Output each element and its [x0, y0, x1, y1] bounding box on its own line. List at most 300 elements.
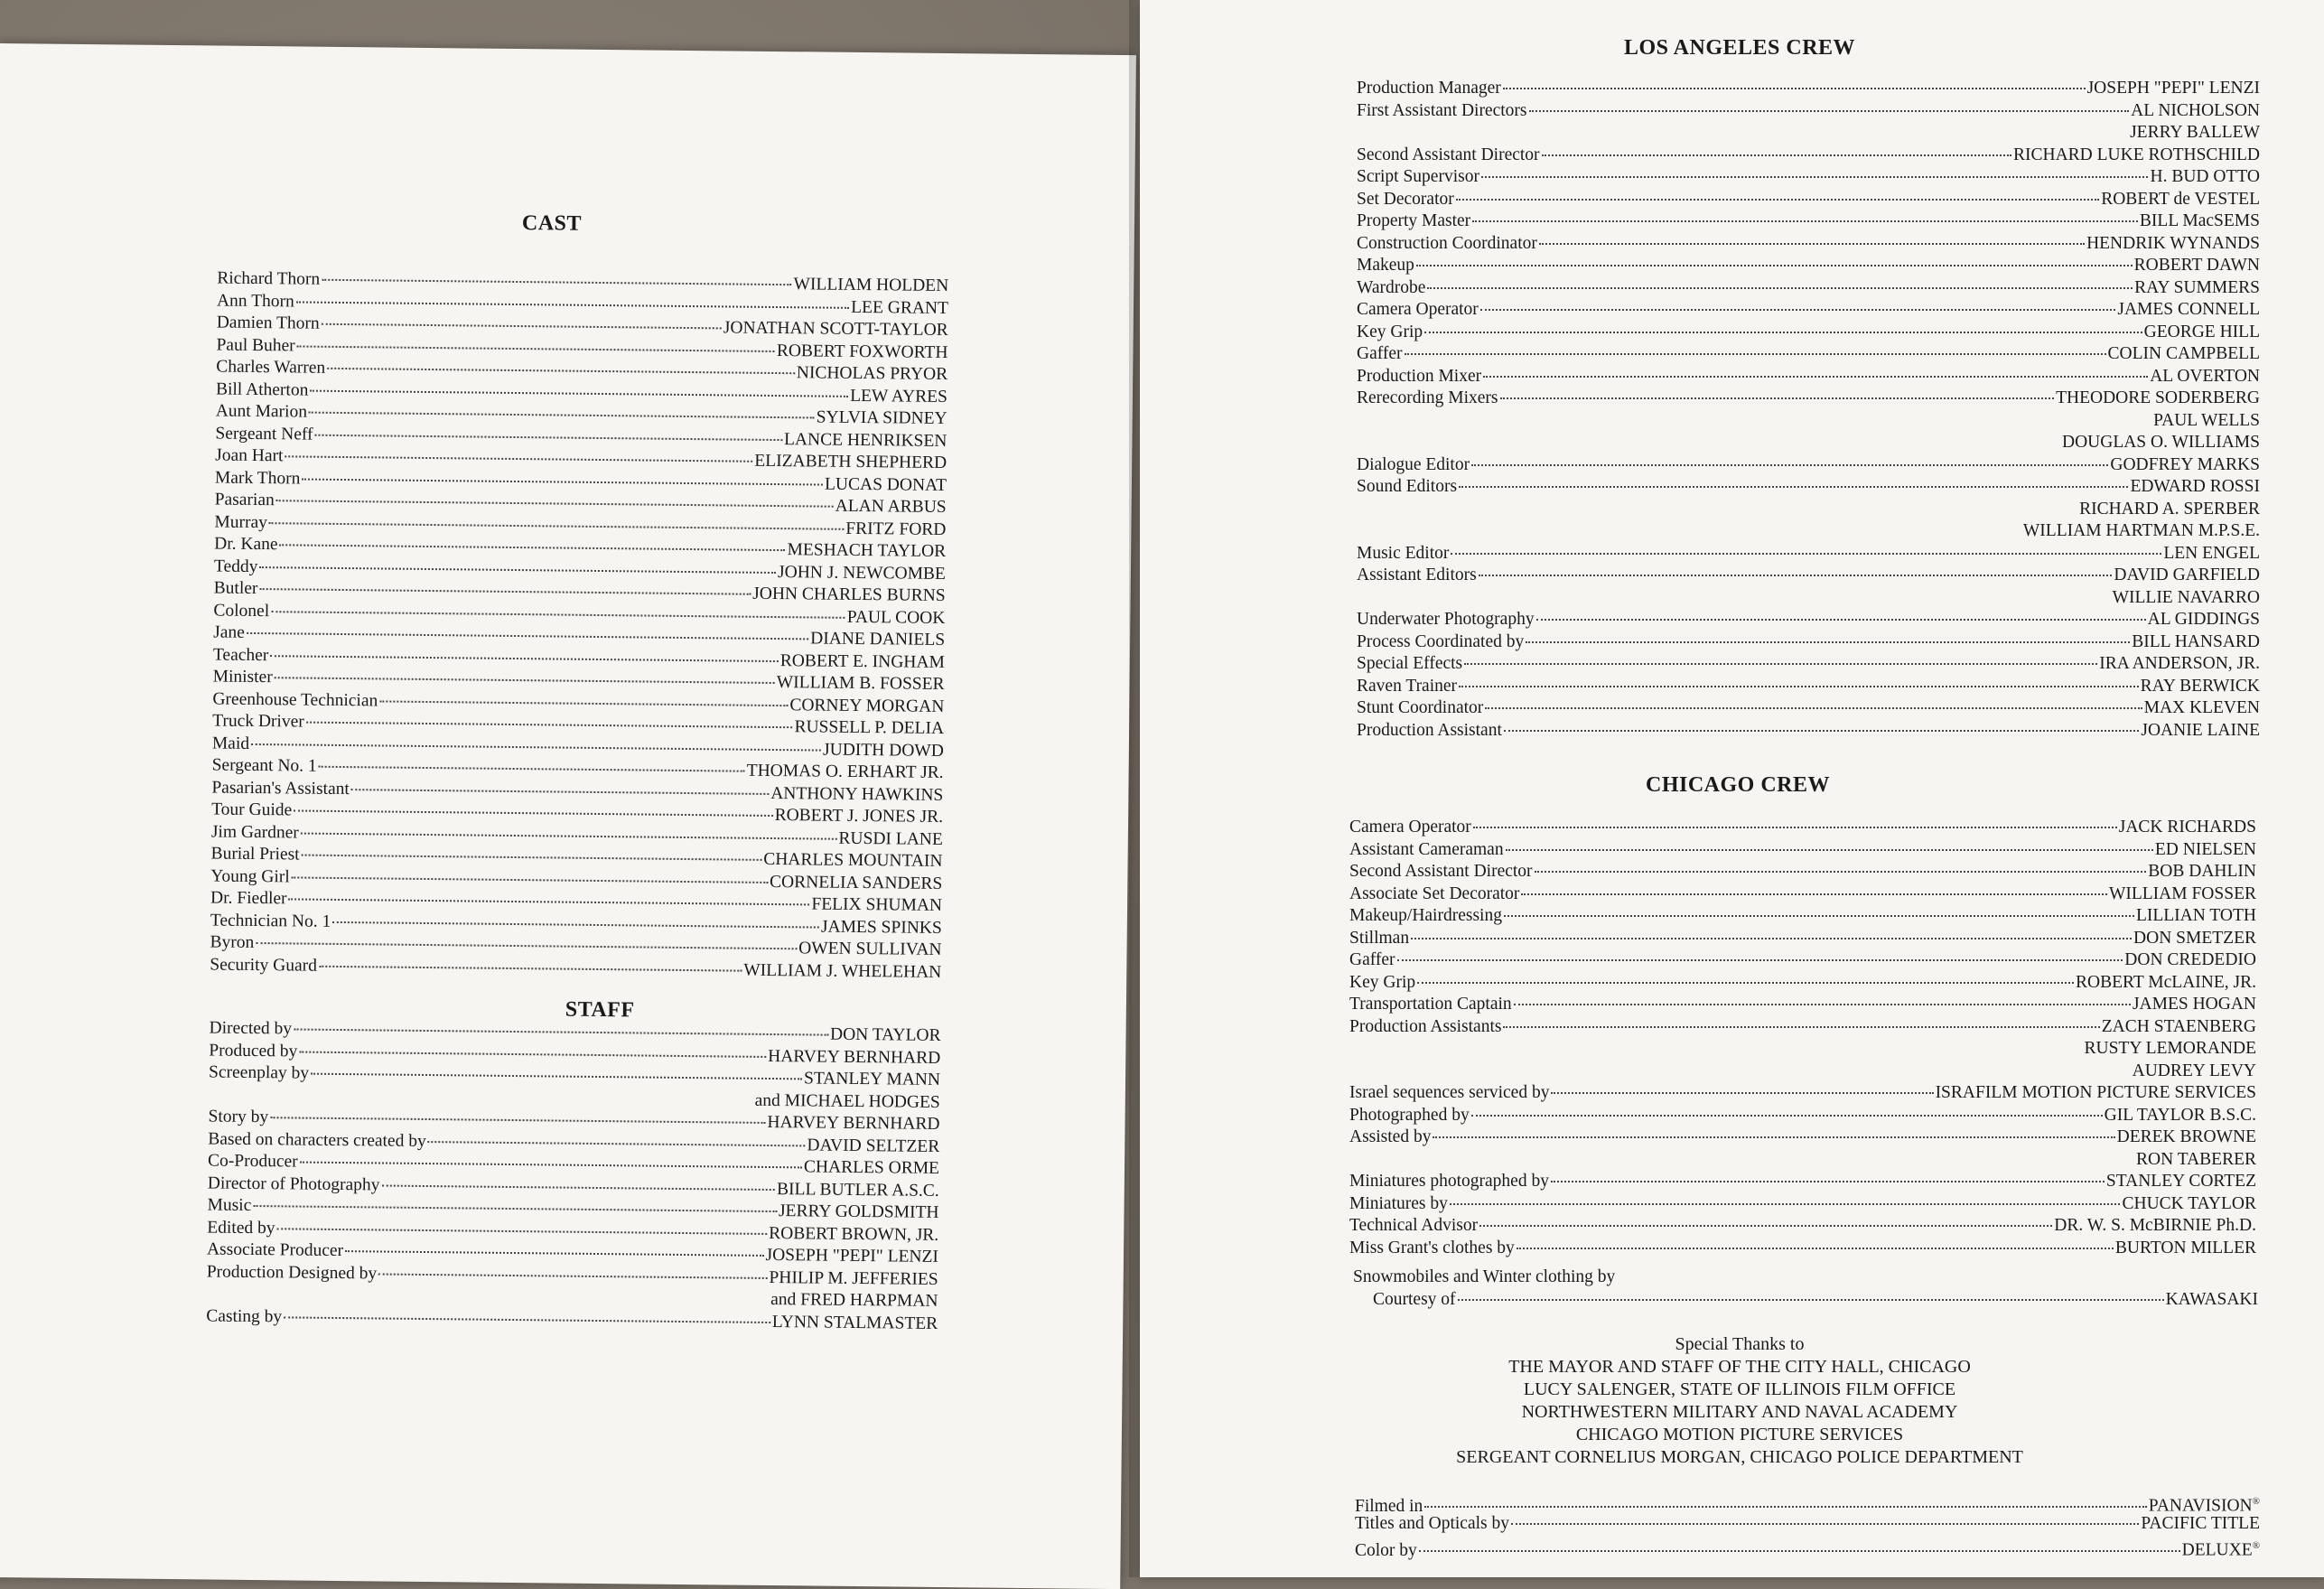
credit-name	[830, 1024, 941, 1048]
credit-role: Filmed in	[1355, 1496, 1423, 1519]
credit-role: Key Grip	[1357, 322, 1423, 344]
dot-leader	[1506, 837, 2153, 851]
credit-name-text: RUSSELL P. DELIA	[794, 717, 944, 738]
credit-name-text: CHUCK TAYLOR	[2122, 1194, 2256, 1213]
la-crew-list	[1357, 78, 2260, 742]
credit-continuation: PAUL WELLS	[1357, 410, 2260, 433]
credit-role: Set Decorator	[1357, 189, 1454, 211]
dot-leader	[1450, 1191, 2121, 1205]
credit-name-text: CORNEY MORGAN	[789, 696, 944, 716]
credit-role: Casting by	[206, 1305, 282, 1328]
credit-role: Maid	[212, 733, 249, 755]
dot-leader	[1464, 650, 2097, 665]
credit-name-text: DEREK BROWNE	[2117, 1127, 2256, 1146]
credit-name	[2141, 720, 2260, 743]
dot-leader	[1504, 902, 2134, 917]
credit-name-text: GODFREY MARKS	[2110, 455, 2260, 474]
closing-credits	[1355, 1491, 2260, 1557]
dot-leader	[322, 311, 722, 330]
credit-name	[798, 938, 942, 961]
credit-name	[789, 695, 944, 718]
credit-role: Camera Operator	[1357, 299, 1479, 322]
credit-name	[2155, 839, 2256, 862]
credit-role: Assisted by	[1349, 1126, 1431, 1149]
credit-name-text: WILLIAM HOLDEN	[793, 275, 948, 295]
credit-name-text: LANCE HENRIKSEN	[784, 430, 947, 451]
credit-name	[807, 1135, 939, 1158]
credit-name-text: GIL TAYLOR B.S.C.	[2105, 1106, 2256, 1125]
credit-name	[850, 385, 947, 408]
credit-role: Sound Editors	[1357, 476, 1457, 499]
credit-name	[765, 1245, 938, 1269]
credit-role: Technician No. 1	[210, 910, 331, 933]
credit-name-text: H. BUD OTTO	[2150, 167, 2260, 186]
credit-name-text: HENDRIK WYNANDS	[2086, 234, 2260, 253]
credit-role: Security Guard	[210, 954, 317, 977]
credit-name-text: CHARLES ORME	[804, 1157, 939, 1178]
credit-role: Special Effects	[1357, 653, 1462, 676]
credit-name-text: IRA ANDERSON, JR.	[2099, 654, 2260, 673]
credit-name	[2132, 631, 2260, 654]
credit-role: Tour Guide	[211, 799, 292, 821]
credit-role: Pasarian	[215, 490, 275, 512]
credit-name-text: DAVID GARFIELD	[2114, 565, 2260, 584]
credit-name	[2056, 388, 2260, 410]
dot-leader	[379, 687, 788, 706]
credit-role: Jim Gardner	[211, 821, 299, 845]
credit-name-text: AL GIDDINGS	[2148, 610, 2260, 629]
credit-name	[772, 1312, 938, 1335]
credit-name-text: HARVEY BERNHARD	[767, 1113, 939, 1134]
credit-name-text: JACK RICHARDS	[2119, 818, 2256, 837]
credit-name	[2141, 676, 2260, 698]
credit-name-text: LEW AYRES	[850, 386, 947, 406]
credit-name-text: COLIN CAMPBELL	[2108, 344, 2260, 363]
credit-role: Color by	[1355, 1540, 1417, 1563]
dot-leader	[1503, 75, 2086, 89]
cast-list	[210, 268, 948, 984]
dot-leader	[1551, 1168, 2105, 1182]
dot-leader	[1551, 1080, 1933, 1094]
credit-name-text: LEN ENGEL	[2163, 544, 2260, 563]
credit-role: Teddy	[214, 556, 258, 578]
dot-leader	[378, 1260, 767, 1279]
credit-name-text: MESHACH TAYLOR	[787, 540, 946, 561]
credit-name-text: JOHN J. NEWCOMBE	[778, 563, 946, 584]
credit-name-text: ROBERT E. INGHAM	[780, 651, 945, 672]
credit-name	[825, 473, 947, 497]
credit-name	[2150, 166, 2260, 189]
credit-row	[1349, 1238, 2256, 1260]
credit-name	[2134, 255, 2260, 277]
dot-leader	[1471, 452, 2108, 466]
dot-leader	[1529, 98, 2130, 112]
credit-name-text: JAMES SPINKS	[821, 917, 942, 937]
dot-leader	[1521, 881, 2107, 895]
credit-role: Rerecording Mixers	[1357, 388, 1498, 410]
credit-role: Ann Thorn	[217, 290, 294, 313]
credit-name	[810, 628, 945, 651]
credit-name-text: JAMES CONNELL	[2117, 300, 2260, 319]
courtesy-name: KAWASAKI	[2166, 1289, 2258, 1312]
credit-name-text: AL OVERTON	[2150, 367, 2260, 386]
dot-leader	[1479, 562, 2113, 576]
credit-row	[1349, 1126, 2256, 1149]
dot-leader	[1416, 252, 2133, 266]
credit-continuation: and MICHAEL HODGES	[209, 1084, 940, 1114]
credit-name	[2131, 100, 2260, 123]
credit-name-text: FRITZ FORD	[845, 519, 946, 538]
credit-role: Aunt Marion	[216, 401, 308, 425]
credit-role: Screenplay by	[209, 1061, 309, 1085]
credit-name	[2136, 905, 2256, 928]
credit-name-text: PACIFIC TITLE	[2141, 1514, 2260, 1533]
dot-leader	[1504, 717, 2140, 732]
dot-leader	[1535, 858, 2147, 873]
credit-name-text: DON CREDEDIO	[2124, 950, 2256, 969]
dot-leader	[1473, 814, 2117, 828]
credit-name	[763, 849, 943, 874]
dot-leader	[322, 266, 792, 285]
credit-name	[2163, 543, 2260, 565]
staff-list	[206, 1017, 941, 1334]
credit-row	[1357, 100, 2260, 123]
credit-name	[821, 916, 942, 939]
credit-name-text: ROBERT McLAINE, JR.	[2076, 973, 2256, 992]
credit-name	[851, 296, 948, 320]
dot-leader	[1526, 629, 2130, 643]
credit-name-text: ISRAFILM MOTION PICTURE SERVICES	[1936, 1083, 2256, 1102]
credit-name-text: BILL HANSARD	[2132, 632, 2260, 651]
credit-row	[1357, 720, 2260, 743]
chicago-crew-heading: CHICAGO CREW	[1646, 773, 1830, 798]
registered-mark: ®	[2253, 1540, 2260, 1551]
dot-leader	[1471, 1102, 2103, 1117]
credit-name	[769, 1222, 938, 1246]
credit-role: Production Mixer	[1357, 366, 1481, 388]
credit-role: Second Assistant Director	[1349, 861, 1533, 883]
credit-role: Director of Photography	[208, 1173, 380, 1196]
credit-role: Second Assistant Director	[1357, 145, 1540, 167]
credit-role: Israel sequences serviced by	[1349, 1082, 1549, 1105]
credit-role: Stillman	[1349, 928, 1409, 950]
credit-name-text: BOB DAHLIN	[2148, 862, 2256, 881]
credit-name-text: RAY SUMMERS	[2134, 278, 2260, 297]
credit-name-text: PHILIP M. JEFFERIES	[769, 1267, 938, 1288]
credit-name-text: ALAN ARBUS	[835, 497, 947, 517]
credit-role: Construction Coordinator	[1357, 233, 1537, 256]
credit-role: Production Designed by	[207, 1261, 378, 1285]
credit-name-text: GEORGE HILL	[2144, 322, 2260, 341]
credit-name	[747, 761, 944, 785]
credit-name	[2133, 994, 2256, 1016]
dot-leader	[1411, 925, 2132, 939]
dot-leader	[1479, 1212, 2052, 1227]
credit-name-text: EDWARD ROSSI	[2130, 477, 2260, 496]
credit-name	[769, 1267, 938, 1290]
credit-role: Jane	[213, 622, 245, 645]
dot-leader	[1514, 991, 2131, 1005]
thanks-line: LUCY SALENGER, STATE OF ILLINOIS FILM OFFICE	[1456, 1379, 2023, 1401]
credit-role: Colonel	[213, 600, 269, 622]
credit-role: Directed by	[209, 1017, 292, 1040]
credit-name-text: DR. W. S. McBIRNIE Ph.D.	[2054, 1216, 2256, 1235]
credit-name	[2144, 322, 2260, 344]
credit-role: Production Assistants	[1349, 1016, 1501, 1039]
dot-leader	[1458, 1286, 2164, 1301]
credit-name	[2115, 1238, 2256, 1260]
credit-role: Miniatures by	[1349, 1193, 1448, 1216]
dot-leader	[1427, 275, 2133, 289]
dot-leader	[1472, 208, 2138, 222]
right-page	[1140, 0, 2324, 1577]
credit-name	[2117, 1126, 2256, 1149]
credit-name-text: LILLIAN TOTH	[2136, 906, 2256, 925]
credit-role: Teacher	[213, 644, 269, 667]
credit-name	[817, 407, 947, 430]
credit-role: Photographed by	[1349, 1105, 1470, 1127]
credit-name-text: WILLIAM FOSSER	[2109, 884, 2256, 903]
credit-name-text: RICHARD LUKE ROTHSCHILD	[2013, 145, 2260, 164]
dot-leader	[1511, 1510, 2139, 1525]
credit-role: Dialogue Editor	[1357, 454, 1470, 477]
credit-name	[2110, 454, 2260, 477]
credit-name	[2148, 861, 2256, 883]
credit-role: Burial Priest	[210, 843, 299, 866]
credit-role: Transportation Captain	[1349, 994, 1512, 1016]
credit-continuation: RON TABERER	[1349, 1149, 2256, 1172]
dot-leader	[294, 1015, 828, 1035]
dot-leader	[428, 1128, 806, 1146]
credit-role: Damien Thorn	[217, 313, 320, 336]
credit-role: Dr. Kane	[214, 534, 278, 556]
credit-name-text: DAVID SELTZER	[807, 1136, 939, 1156]
credit-name	[2134, 277, 2260, 300]
credit-role: Butler	[214, 578, 258, 601]
credit-role: Camera Operator	[1349, 817, 1471, 839]
credit-name	[2124, 949, 2256, 972]
credit-role: Minister	[213, 667, 273, 689]
dot-leader	[1536, 606, 2146, 621]
credit-name	[778, 562, 946, 585]
credit-name-text: LEE GRANT	[851, 297, 948, 317]
credit-name-text: JUDITH DOWD	[823, 740, 944, 760]
credit-role: Story by	[208, 1106, 268, 1128]
credit-name-text: JOSEPH "PEPI" LENZI	[765, 1246, 938, 1267]
credit-role: Titles and Opticals by	[1355, 1513, 1509, 1536]
credit-continuation: AUDREY LEVY	[1349, 1061, 2256, 1083]
credit-name-text: ROBERT FOXWORTH	[777, 341, 948, 362]
courtesy-row	[1353, 1289, 2258, 1312]
credit-name-text: BURTON MILLER	[2115, 1238, 2256, 1257]
credit-name-text: DIANE DANIELS	[810, 629, 945, 650]
credit-role: Assistant Editors	[1357, 565, 1477, 587]
credit-role: Underwater Photography	[1357, 609, 1535, 631]
credit-name-text: STANLEY CORTEZ	[2106, 1172, 2256, 1191]
credit-name	[823, 739, 944, 762]
credit-role: Makeup	[1357, 255, 1414, 277]
credit-name-text: ROBERT DAWN	[2134, 256, 2260, 275]
dot-leader	[1483, 363, 2148, 378]
dot-leader	[1459, 473, 2128, 488]
credit-name	[811, 893, 942, 917]
credit-name-text: BILL BUTLER A.S.C.	[777, 1180, 939, 1201]
credit-continuation: WILLIAM HARTMAN M.P.S.E.	[1357, 520, 2260, 543]
credit-name-text: AL NICHOLSON	[2131, 101, 2260, 120]
registered-mark: ®	[2253, 1496, 2260, 1507]
credit-role: Miss Grant's clothes by	[1349, 1238, 1515, 1260]
credit-role: Sergeant No. 1	[212, 755, 317, 779]
credit-continuation: JERRY BALLEW	[1357, 122, 2260, 145]
credit-name	[777, 341, 948, 364]
credit-name-text: ED NIELSEN	[2155, 840, 2256, 859]
credit-continuation: RICHARD A. SPERBER	[1357, 499, 2260, 521]
special-thanks-heading: Special Thanks to	[1456, 1333, 2023, 1356]
credit-name-text: SYLVIA SIDNEY	[817, 407, 947, 428]
special-thanks	[1456, 1333, 2023, 1469]
dot-leader	[1456, 186, 2099, 201]
credit-name-text: CHARLES MOUNTAIN	[763, 850, 943, 871]
credit-role: Property Master	[1357, 210, 1470, 233]
credit-name	[2114, 565, 2260, 587]
credit-continuation: DOUGLAS O. WILLIAMS	[1357, 432, 2260, 454]
credit-role: Associate Producer	[207, 1238, 343, 1262]
dot-leader	[1517, 1235, 2114, 1249]
credit-continuation: WILLIE NAVARRO	[1357, 587, 2260, 610]
credit-name-text: ELIZABETH SHEPHERD	[754, 452, 947, 472]
credit-row	[1355, 1513, 2260, 1536]
credit-name-text: JOANIE LAINE	[2141, 721, 2260, 740]
credit-name	[2105, 1105, 2256, 1127]
dot-leader	[1424, 1493, 2146, 1508]
credit-name	[2130, 476, 2260, 499]
credit-name-text: JOSEPH "PEPI" LENZI	[2087, 79, 2260, 98]
credit-name-text: DON SMETZER	[2133, 929, 2256, 948]
credit-name	[2140, 210, 2260, 233]
credit-role: Edited by	[207, 1217, 275, 1239]
credit-name-text: ZACH STAENBERG	[2102, 1017, 2256, 1036]
thanks-line: NORTHWESTERN MILITARY AND NAVAL ACADEMY	[1456, 1401, 2023, 1424]
dot-leader	[1397, 947, 2123, 961]
credit-name-text: OWEN SULLIVAN	[798, 939, 942, 959]
dot-leader	[1459, 673, 2139, 687]
credit-role: Paul Buher	[216, 334, 294, 357]
credit-role: Script Supervisor	[1357, 166, 1479, 189]
credit-role: Pasarian's Assistant	[211, 777, 350, 800]
credit-row	[1357, 388, 2260, 410]
credit-name-text: RAY BERWICK	[2141, 677, 2260, 696]
credit-name-text: PAUL COOK	[847, 607, 946, 627]
dot-leader	[1500, 385, 2055, 399]
credit-name-text: STANLEY MANN	[804, 1069, 940, 1089]
dot-leader	[1405, 341, 2106, 355]
credit-role: Co-Producer	[208, 1150, 298, 1173]
left-page	[0, 43, 1136, 1589]
dot-leader	[1433, 1124, 2114, 1138]
credit-name-text: THOMAS O. ERHART JR.	[747, 762, 944, 782]
dot-leader	[381, 1172, 775, 1191]
credit-name	[777, 1179, 939, 1202]
dot-leader	[1503, 1014, 2099, 1028]
credit-name	[2144, 697, 2260, 720]
credit-name-text: JAMES HOGAN	[2133, 995, 2256, 1014]
credit-role: Stunt Coordinator	[1357, 697, 1483, 720]
credit-name	[780, 650, 945, 674]
credit-name-text: WILLIAM J. WHELEHAN	[743, 960, 941, 981]
credit-name	[770, 782, 943, 806]
credit-role: Dr. Fiedler	[210, 887, 287, 910]
credit-name-text: CORNELIA SANDERS	[770, 872, 942, 893]
credit-name-text: NICHOLAS PRYOR	[797, 363, 948, 384]
credit-role: Makeup/Hairdressing	[1349, 905, 1502, 928]
credit-role: Music	[207, 1194, 251, 1217]
credit-name-text: FELIX SHUMAN	[811, 894, 942, 915]
credit-role: Murray	[214, 511, 267, 534]
dot-leader	[1485, 695, 2142, 709]
credit-name-text: JONATHAN SCOTT-TAYLOR	[723, 318, 948, 340]
credit-name-text: DELUXE	[2182, 1541, 2253, 1560]
credit-role: Raven Trainer	[1357, 676, 1457, 698]
credit-role: Wardrobe	[1357, 277, 1425, 300]
credit-name-text: JERRY GOLDSMITH	[779, 1201, 939, 1222]
chicago-crew-list	[1349, 817, 2256, 1259]
credit-role: Young Girl	[210, 865, 290, 888]
credit-name	[847, 606, 946, 630]
credit-role: Process Coordinated by	[1357, 631, 1524, 654]
credit-row	[1357, 476, 2260, 499]
dot-leader	[351, 776, 770, 795]
credit-name	[2182, 1535, 2260, 1562]
credit-name-text: RUSDI LANE	[838, 828, 943, 848]
thanks-line: CHICAGO MOTION PICTURE SERVICES	[1456, 1424, 2023, 1446]
credit-role: First Assistant Directors	[1357, 100, 1527, 123]
credit-continuation: RUSTY LEMORANDE	[1349, 1038, 2256, 1061]
credit-name	[2102, 1016, 2256, 1039]
thanks-line: SERGEANT CORNELIUS MORGAN, CHICAGO POLICE DEPARTMENT	[1456, 1446, 2023, 1469]
credit-role: Richard Thorn	[217, 268, 320, 292]
credit-name	[2148, 609, 2260, 631]
credit-name	[2106, 1171, 2256, 1193]
credit-name-text: WILLIAM B. FOSSER	[777, 673, 945, 694]
credit-role: Produced by	[209, 1040, 297, 1063]
credit-role: Key Grip	[1349, 972, 1415, 995]
credit-role: Gaffer	[1349, 949, 1395, 972]
credit-role: Music Editor	[1357, 543, 1449, 565]
credit-name-text: ROBERT de VESTEL	[2101, 190, 2260, 209]
credit-role: Assistant Cameraman	[1349, 839, 1504, 862]
credit-name	[777, 672, 945, 696]
credit-name-text: BILL MacSEMS	[2140, 211, 2260, 230]
credit-role: Truck Driver	[212, 711, 304, 734]
credit-role: Associate Set Decorator	[1349, 883, 1519, 906]
la-crew-heading: LOS ANGELES CREW	[1624, 36, 1855, 61]
thanks-line: THE MAYOR AND STAFF OF THE CITY HALL, CHICAGO	[1456, 1356, 2023, 1379]
credit-name	[2133, 928, 2256, 950]
credit-name	[779, 1201, 939, 1224]
snowmobiles-block	[1353, 1267, 2258, 1311]
dot-leader	[1451, 540, 2161, 555]
credit-name-text: ROBERT J. JONES JR.	[775, 806, 944, 827]
dot-leader	[1542, 142, 2011, 156]
snowmobiles-label: Snowmobiles and Winter clothing by	[1353, 1267, 1615, 1289]
credit-role: Technical Advisor	[1349, 1215, 1478, 1238]
dot-leader	[1480, 296, 2116, 311]
credit-continuation: and FRED HARPMAN	[206, 1283, 938, 1313]
credit-name	[2150, 366, 2260, 388]
credit-role: Production Assistant	[1357, 720, 1502, 743]
dot-leader	[1481, 164, 2149, 178]
credit-name-text: LUCAS DONAT	[825, 474, 947, 494]
